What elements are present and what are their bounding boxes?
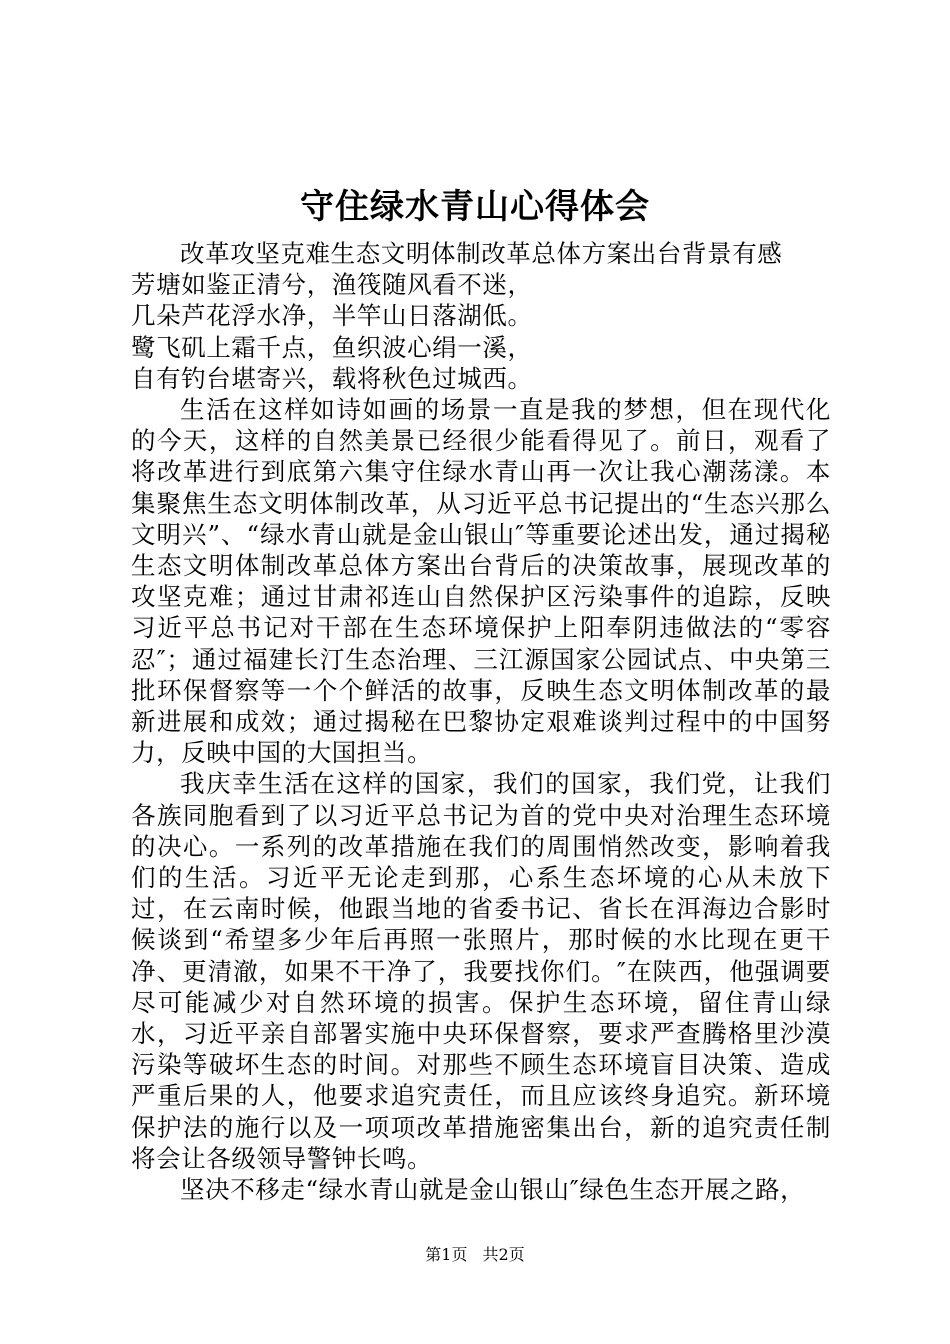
poem-line-2: 几朵芦花浮水净，半竿山日落湖低。 xyxy=(131,301,533,331)
page-total: 共2页 xyxy=(482,1245,525,1264)
paragraph-2: 我庆幸生活在这样的国家，我们的国家，我们党，让我们各族同胞看到了以习近平总书记为首的党中央对治理生态环境的决心。一系列的改革措施在我们的周围悄然改变，影响着我们的生活。习近平无论走到那，心系生态坏境的心从未放下过，在云南时候，他跟当地的省委书记、省长在洱海边合影时候谈到“希望多少年后再照一张照片，那时候的水比现在更干净、更清澈，如果不干净了，我要找你们。″在陕西，他强调要尽可能减少对自然环境的损害。保护生态环境，留住青山绿水，习近平亲自部署实施中央环保督察，要求严查腾格里沙漠污染等破坏生态的时间。对那些不顾生态环境盲目决策、造成严重后果的人，他要求追究责任，而且应该终身追究。新环境保护法的施行以及一项项改革措施密集出台，新的追究责任制将会让各级领导警钟长鸣。 xyxy=(131,769,831,1173)
poem-line-3: 鹭飞矶上霜千点，鱼织波心绢一溪， xyxy=(131,332,533,362)
poem-line-1: 芳塘如鉴正清兮，渔筏随风看不迷， xyxy=(131,270,533,300)
document-title: 守住绿水青山心得体会 xyxy=(300,187,650,227)
page-number: 第1页 xyxy=(425,1245,468,1264)
subtitle-line: 改革攻坚克难生态文明体制改革总体方案出台背景有感 xyxy=(180,239,783,268)
document-body xyxy=(131,238,831,1205)
paragraph-3: 坚决不移走“绿水青山就是金山银山″绿色生态开展之路， xyxy=(180,1175,806,1205)
paragraph-1: 生活在这样如诗如画的场景一直是我的梦想，但在现代化的今天，这样的自然美景已经很少能看得见了。前日，观看了将改革进行到底第六集守住绿水青山再一次让我心潮荡漾。本集聚焦生态文明体制改革，从习近平总书记提出的“生态兴那么文明兴”、“绿水青山就是金山银山″等重要论述出发，通过揭秘生态文明体制改革总体方案出台背后的决策故事，展现改革的攻坚克难；通过甘肃祁连山自然保护区污染事件的追踪，反映习近平总书记对干部在生态环境保护上阳奉阴违做法的“零容忍″；通过福建长汀生态治理、三江源国家公园试点、中央第三批环保督察等一个个鲜活的故事，反映生态文明体制改革的最新进展和成效；通过揭秘在巴黎协定艰难谈判过程中的中国努力，反映中国的大国担当。 xyxy=(131,395,831,768)
page-footer xyxy=(0,1244,950,1266)
poem-line-4: 自有钓台堪寄兴，载将秋色过城西。 xyxy=(131,363,533,393)
